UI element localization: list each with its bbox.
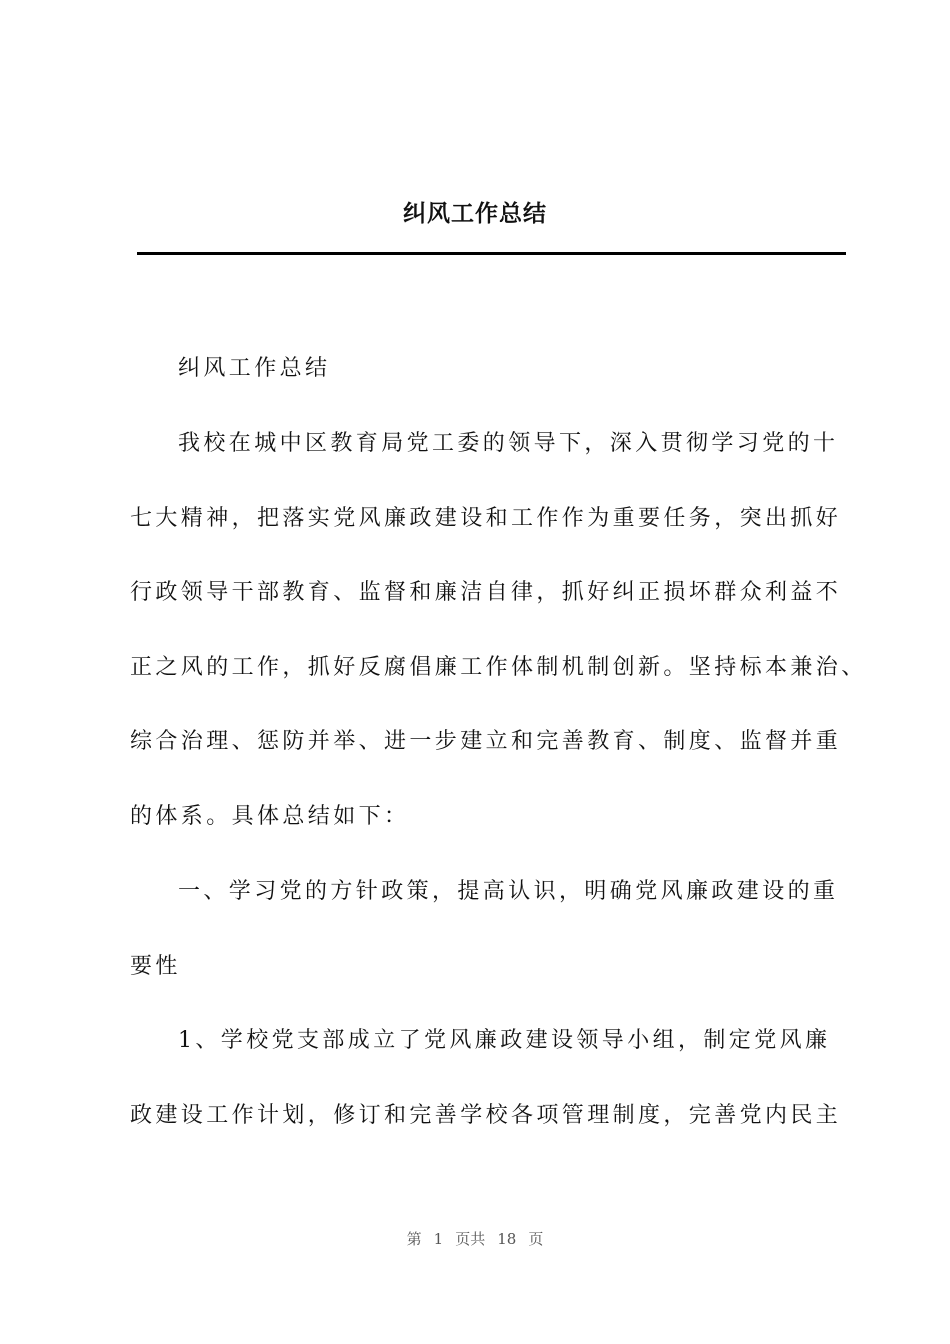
- body-line: 纠风工作总结: [178, 356, 331, 381]
- body-line: 七大精神，把落实党风廉政建设和工作作为重要任务，突出抓好: [130, 506, 842, 531]
- body-line: 要性: [130, 954, 181, 979]
- body-line: 的体系。具体总结如下：: [130, 804, 410, 829]
- title-divider: [137, 252, 846, 255]
- footer-current-page: 1: [433, 1230, 444, 1248]
- body-line: 正之风的工作，抓好反腐倡廉工作体制机制创新。坚持标本兼治、: [130, 655, 867, 680]
- body-line: 政建设工作计划，修订和完善学校各项管理制度，完善党内民主: [130, 1103, 842, 1128]
- footer-total-pages: 18: [497, 1230, 517, 1248]
- body-line: 我校在城中区教育局党工委的领导下，深入贯彻学习党的十: [178, 431, 839, 456]
- footer-suffix: 页: [528, 1230, 544, 1248]
- body-line: 1、学校党支部成立了党风廉政建设领导小组，制定党风廉: [178, 1028, 831, 1053]
- body-line: 行政领导干部教育、监督和廉洁自律，抓好纠正损坏群众利益不: [130, 580, 842, 605]
- page-title: 纠风工作总结: [403, 201, 547, 227]
- body-line: 综合治理、惩防并举、进一步建立和完善教育、制度、监督并重: [130, 729, 842, 754]
- body-line: 一、学习党的方针政策，提高认识，明确党风廉政建设的重: [178, 879, 839, 904]
- page-footer: [0, 1228, 950, 1250]
- footer-prefix: 第: [406, 1230, 422, 1248]
- footer-middle: 页共: [455, 1230, 486, 1248]
